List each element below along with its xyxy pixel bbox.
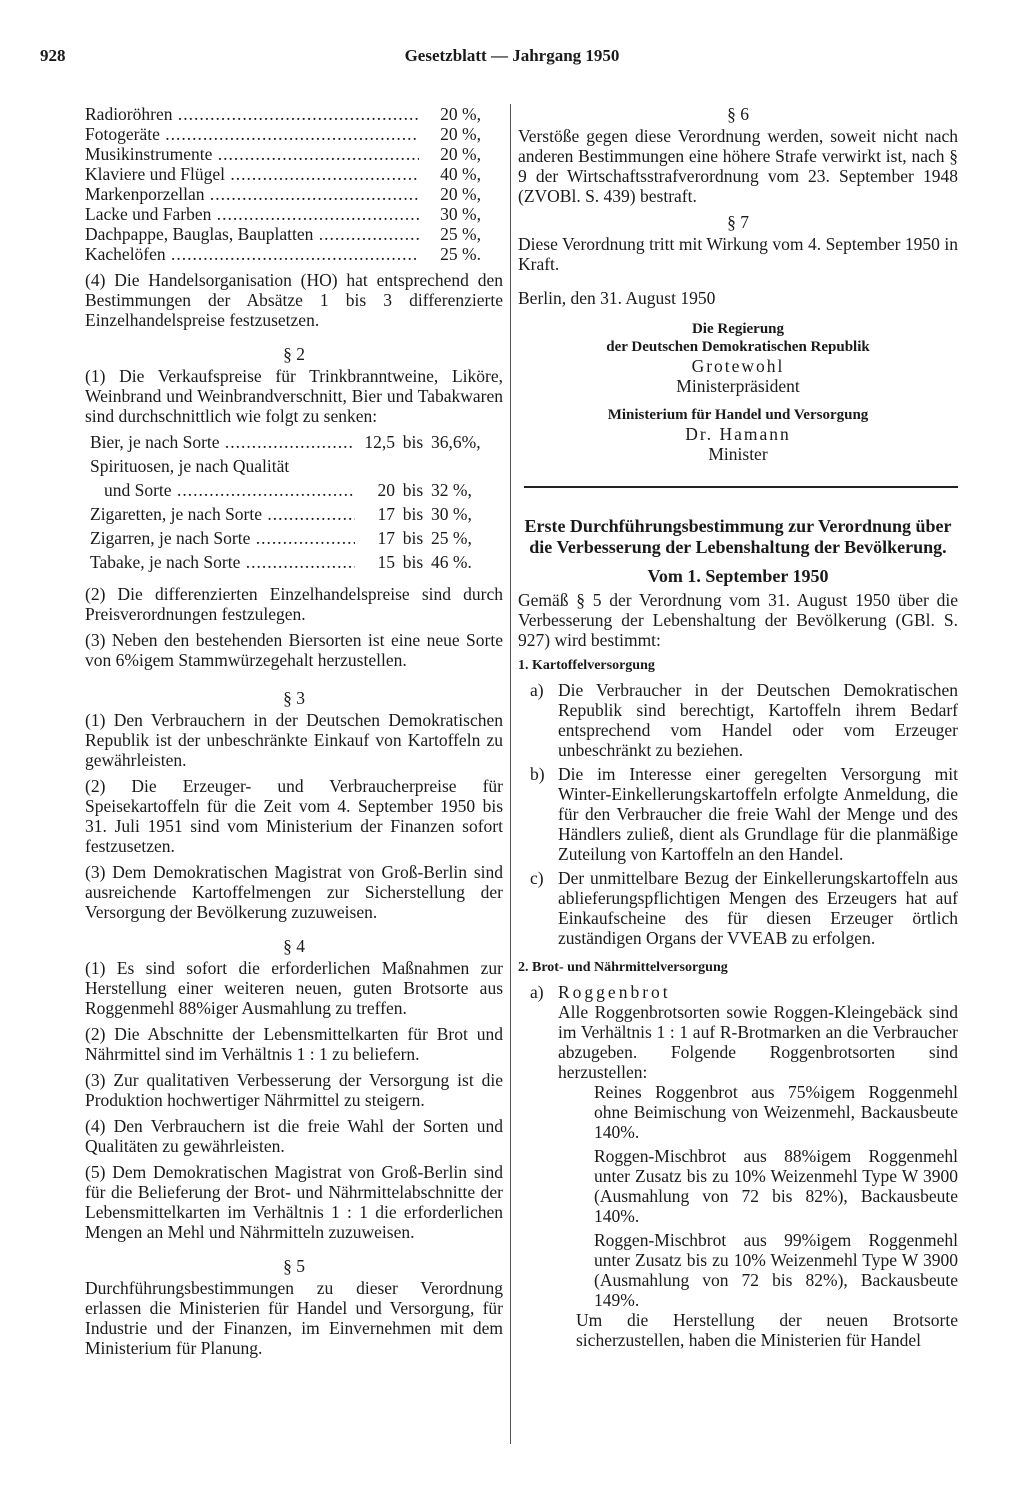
range-to: 46 %. xyxy=(431,552,472,572)
section-heading-7: § 7 xyxy=(727,212,749,232)
range-bis: bis xyxy=(402,528,424,548)
paragraph-4-3: (3) Zur qualitativen Verbesserung der Versorgung ist die Produktion hochwertiger Nährmittel zu steigern. xyxy=(85,1070,503,1110)
signature-role: Ministerpräsident xyxy=(676,376,800,396)
signature-block-ministry xyxy=(518,406,958,464)
section-heading-6: § 6 xyxy=(727,104,749,124)
document-title: Erste Durchführungsbestimmung zur Verordnung über die Verbesserung der Lebenshaltung der Bevölkerung. xyxy=(524,516,952,557)
range-label: und Sorte ..... xyxy=(90,480,355,500)
list-item xyxy=(518,680,958,760)
list-item xyxy=(518,982,958,1002)
subheading-potatoes: 1. Kartoffelversorgung xyxy=(518,658,655,673)
item-text: Die im Interesse einer geregelten Versorgung mit Winter-Einkellerungskartoffeln erfolgte Anmeldung, die für den Verbraucher die freie Wahl der Menge und des Händlers zuließ, dient als Grundlage für die planmäßige Zuteilung von Kartoffeln an den Handel. xyxy=(558,764,958,864)
item-letter: b) xyxy=(530,764,545,784)
range-row xyxy=(85,476,503,500)
paragraph-3-1: (1) Den Verbrauchern in der Deutschen Demokratischen Republik ist der unbeschränkte Einkauf von Kartoffeln zu gewährleisten. xyxy=(85,710,503,770)
bread-variety: Reines Roggenbrot aus 75%igem Roggenmehl ohne Beimischung von Weizenmehl, Backausbeute 140%. xyxy=(594,1082,958,1142)
section-heading-2: § 2 xyxy=(283,344,305,364)
section-heading-4: § 4 xyxy=(283,936,305,956)
range-bis: bis xyxy=(402,552,424,572)
range-from: 17 xyxy=(377,504,395,524)
rate-row xyxy=(85,164,503,184)
closing-paragraph: Um die Herstellung der neuen Brotsorte sicherzustellen, haben die Ministerien für Handel xyxy=(576,1310,958,1350)
right-column xyxy=(518,104,958,1350)
rate-value: 20 %, xyxy=(440,104,481,124)
item-title: Roggenbrot xyxy=(558,982,671,1002)
range-from: 15 xyxy=(377,552,395,572)
rate-value: 20 %, xyxy=(440,184,481,204)
rate-value: 40 %, xyxy=(440,164,481,184)
range-row xyxy=(85,548,503,572)
list-item xyxy=(518,868,958,948)
subheading-bread: 2. Brot- und Nährmittelversorgung xyxy=(518,960,728,975)
running-title: Gesetzblatt — Jahrgang 1950 xyxy=(404,46,620,65)
rate-label: Dachpappe, Bauglas, Bauplatten ..... xyxy=(85,224,419,244)
signature-org-line-2: der Deutschen Demokratischen Republik xyxy=(606,339,870,355)
signature-org-line-1: Die Regierung xyxy=(691,321,785,337)
document-date: Vom 1. September 1950 xyxy=(647,566,829,586)
paragraph-3-2: (2) Die Erzeuger- und Verbraucherpreise für Speisekartoffeln für die Zeit vom 4. September 1950 bis 31. Juli 1951 sind vom Ministerium der Finanzen sofort festzusetzen. xyxy=(85,776,503,856)
rate-label: Fotogeräte ..... xyxy=(85,124,419,144)
range-from: 20 xyxy=(377,480,395,500)
item-letter: a) xyxy=(530,680,544,700)
range-to: 32 %, xyxy=(431,480,472,500)
rate-row xyxy=(85,244,503,264)
range-to: 36,6%, xyxy=(431,432,481,452)
range-row xyxy=(85,500,503,524)
item-letter: a) xyxy=(530,982,544,1002)
paragraph-5: Durchführungsbestimmungen zu dieser Verordnung erlassen die Ministerien für Handel und Versorgung, für Industrie und der Finanzen, im Einvernehmen mit dem Ministerium für Planung. xyxy=(85,1278,503,1358)
column-divider xyxy=(510,104,511,1444)
section-heading-3: § 3 xyxy=(283,688,305,708)
signature-org: Ministerium für Handel und Versorgung xyxy=(607,407,869,423)
range-from: 12,5 xyxy=(364,432,395,452)
paragraph-7: Diese Verordnung tritt mit Wirkung vom 4. September 1950 in Kraft. xyxy=(518,234,958,274)
rate-row xyxy=(85,144,503,164)
rate-label: Radioröhren ..... xyxy=(85,104,419,124)
rate-label: Markenporzellan ..... xyxy=(85,184,419,204)
rate-value: 20 %, xyxy=(440,124,481,144)
range-label: Tabake, je nach Sorte ..... xyxy=(90,552,355,572)
bread-variety: Roggen-Mischbrot aus 99%igem Roggenmehl unter Zusatz bis zu 10% Weizenmehl Type W 3900 (Ausmahlung von 72 bis 82%), Backausbeute 149%. xyxy=(594,1230,958,1310)
range-from: 17 xyxy=(377,528,395,548)
range-row xyxy=(85,524,503,548)
section-rule xyxy=(524,486,958,488)
signature-name: Dr. Hamann xyxy=(685,424,791,444)
page-number: 928 xyxy=(40,46,66,65)
range-label: Bier, je nach Sorte ..... xyxy=(90,432,355,452)
signature-role: Minister xyxy=(708,444,768,464)
rate-value: 25 %. xyxy=(440,244,481,264)
range-bis: bis xyxy=(402,480,424,500)
paragraph-2-2: (2) Die differenzierten Einzelhandelspreise sind durch Preisverordnungen festzulegen. xyxy=(85,584,503,624)
paragraph-4-4: (4) Den Verbrauchern ist die freie Wahl der Sorten und Qualitäten zu gewährleisten. xyxy=(85,1116,503,1156)
place-date: Berlin, den 31. August 1950 xyxy=(518,288,716,308)
range-row xyxy=(85,452,503,476)
rate-label: Kachelöfen ..... xyxy=(85,244,419,264)
bread-paragraph: Alle Roggenbrotsorten sowie Roggen-Kleingebäck sind im Verhältnis 1 : 1 auf R-Brotmarken an die Verbraucher abzugeben. Folgende Roggenbrotsorten sind herzustellen: xyxy=(558,1002,958,1082)
range-label: Spirituosen, je nach Qualität xyxy=(90,456,290,476)
signature-name: Grotewohl xyxy=(691,356,785,376)
range-bis: bis xyxy=(402,504,424,524)
range-to: 25 %, xyxy=(431,528,472,548)
signature-block-government xyxy=(518,320,958,396)
item-text: Die Verbraucher in der Deutschen Demokratischen Republik sind berechtigt, Kartoffeln ihrem Bedarf entsprechend vom Handel oder vom Erzeuger unbeschränkt zu beziehen. xyxy=(558,680,958,760)
range-row xyxy=(85,428,503,452)
rate-row xyxy=(85,204,503,224)
rate-list xyxy=(85,104,503,264)
item-text: Der unmittelbare Bezug der Einkellerungskartoffeln aus ablieferungspflichtigen Mengen des Erzeugers hat auf Einkaufscheine des für diesen Erzeuger örtlich zuständigen Organs der VVEAB zu erfolgen. xyxy=(558,868,958,948)
intro-paragraph: Gemäß § 5 der Verordnung vom 31. August 1950 über die Verbesserung der Lebenshaltung der Bevölkerung (GBl. S. 927) wird bestimmt: xyxy=(518,590,958,650)
rate-row xyxy=(85,224,503,244)
rate-value: 25 %, xyxy=(440,224,481,244)
rate-row xyxy=(85,184,503,204)
rate-label: Lacke und Farben ..... xyxy=(85,204,419,224)
item-letter: c) xyxy=(530,868,544,888)
left-column xyxy=(85,104,503,1358)
rate-label: Klaviere und Flügel ..... xyxy=(85,164,419,184)
rate-row xyxy=(85,104,503,124)
section-heading-5: § 5 xyxy=(283,1256,305,1276)
paragraph-2-1: (1) Die Verkaufspreise für Trinkbranntweine, Liköre, Weinbrand und Weinbrandverschnitt, Bier und Tabakwaren sind durchschnittlich wie folgt zu senken: xyxy=(85,366,503,426)
rate-label: Musikinstrumente ..... xyxy=(85,144,419,164)
range-to: 30 %, xyxy=(431,504,472,524)
rate-value: 30 %, xyxy=(440,204,481,224)
range-label: Zigaretten, je nach Sorte ..... xyxy=(90,504,355,524)
range-bis: bis xyxy=(402,432,424,452)
paragraph-1-4: (4) Die Handelsorganisation (HO) hat entsprechend den Bestimmungen der Absätze 1 bis 3 differenzierte Einzelhandelspreise festzusetzen. xyxy=(85,270,503,330)
page-header xyxy=(0,46,1024,70)
range-list xyxy=(85,428,503,572)
paragraph-6: Verstöße gegen diese Verordnung werden, soweit nicht nach anderen Bestimmungen eine höhere Strafe verwirkt ist, nach § 9 der Wirtschaftsstrafverordnung vom 23. September 1948 (ZVOBl. S. 439) bestraft. xyxy=(518,126,958,206)
list-item xyxy=(518,764,958,864)
range-label: Zigarren, je nach Sorte ..... xyxy=(90,528,355,548)
bread-variety: Roggen-Mischbrot aus 88%igem Roggenmehl unter Zusatz bis zu 10% Weizenmehl Type W 3900 (Ausmahlung von 72 bis 82%), Backausbeute 140%. xyxy=(594,1146,958,1226)
paragraph-3-3: (3) Dem Demokratischen Magistrat von Groß-Berlin sind ausreichende Kartoffelmengen zur Sicherstellung der Versorgung der Bevölkerung zuzuweisen. xyxy=(85,862,503,922)
paragraph-4-2: (2) Die Abschnitte der Lebensmittelkarten für Brot und Nährmittel sind im Verhältnis 1 : 1 zu beliefern. xyxy=(85,1024,503,1064)
paragraph-2-3: (3) Neben den bestehenden Biersorten ist eine neue Sorte von 6%igem Stammwürzegehalt herzustellen. xyxy=(85,630,503,670)
paragraph-4-1: (1) Es sind sofort die erforderlichen Maßnahmen zur Herstellung einer weiteren neuen, guten Brotsorte aus Roggenmehl 88%iger Ausmahlung zu treffen. xyxy=(85,958,503,1018)
paragraph-4-5: (5) Dem Demokratischen Magistrat von Groß-Berlin sind für die Belieferung der Brot- und Nährmittelabschnitte der Lebensmittelkarten im Verhältnis 1 : 1 die erforderlichen Mengen an Mehl und Nährmitteln zuzuweisen. xyxy=(85,1162,503,1242)
rate-value: 20 %, xyxy=(440,144,481,164)
rate-row xyxy=(85,124,503,144)
